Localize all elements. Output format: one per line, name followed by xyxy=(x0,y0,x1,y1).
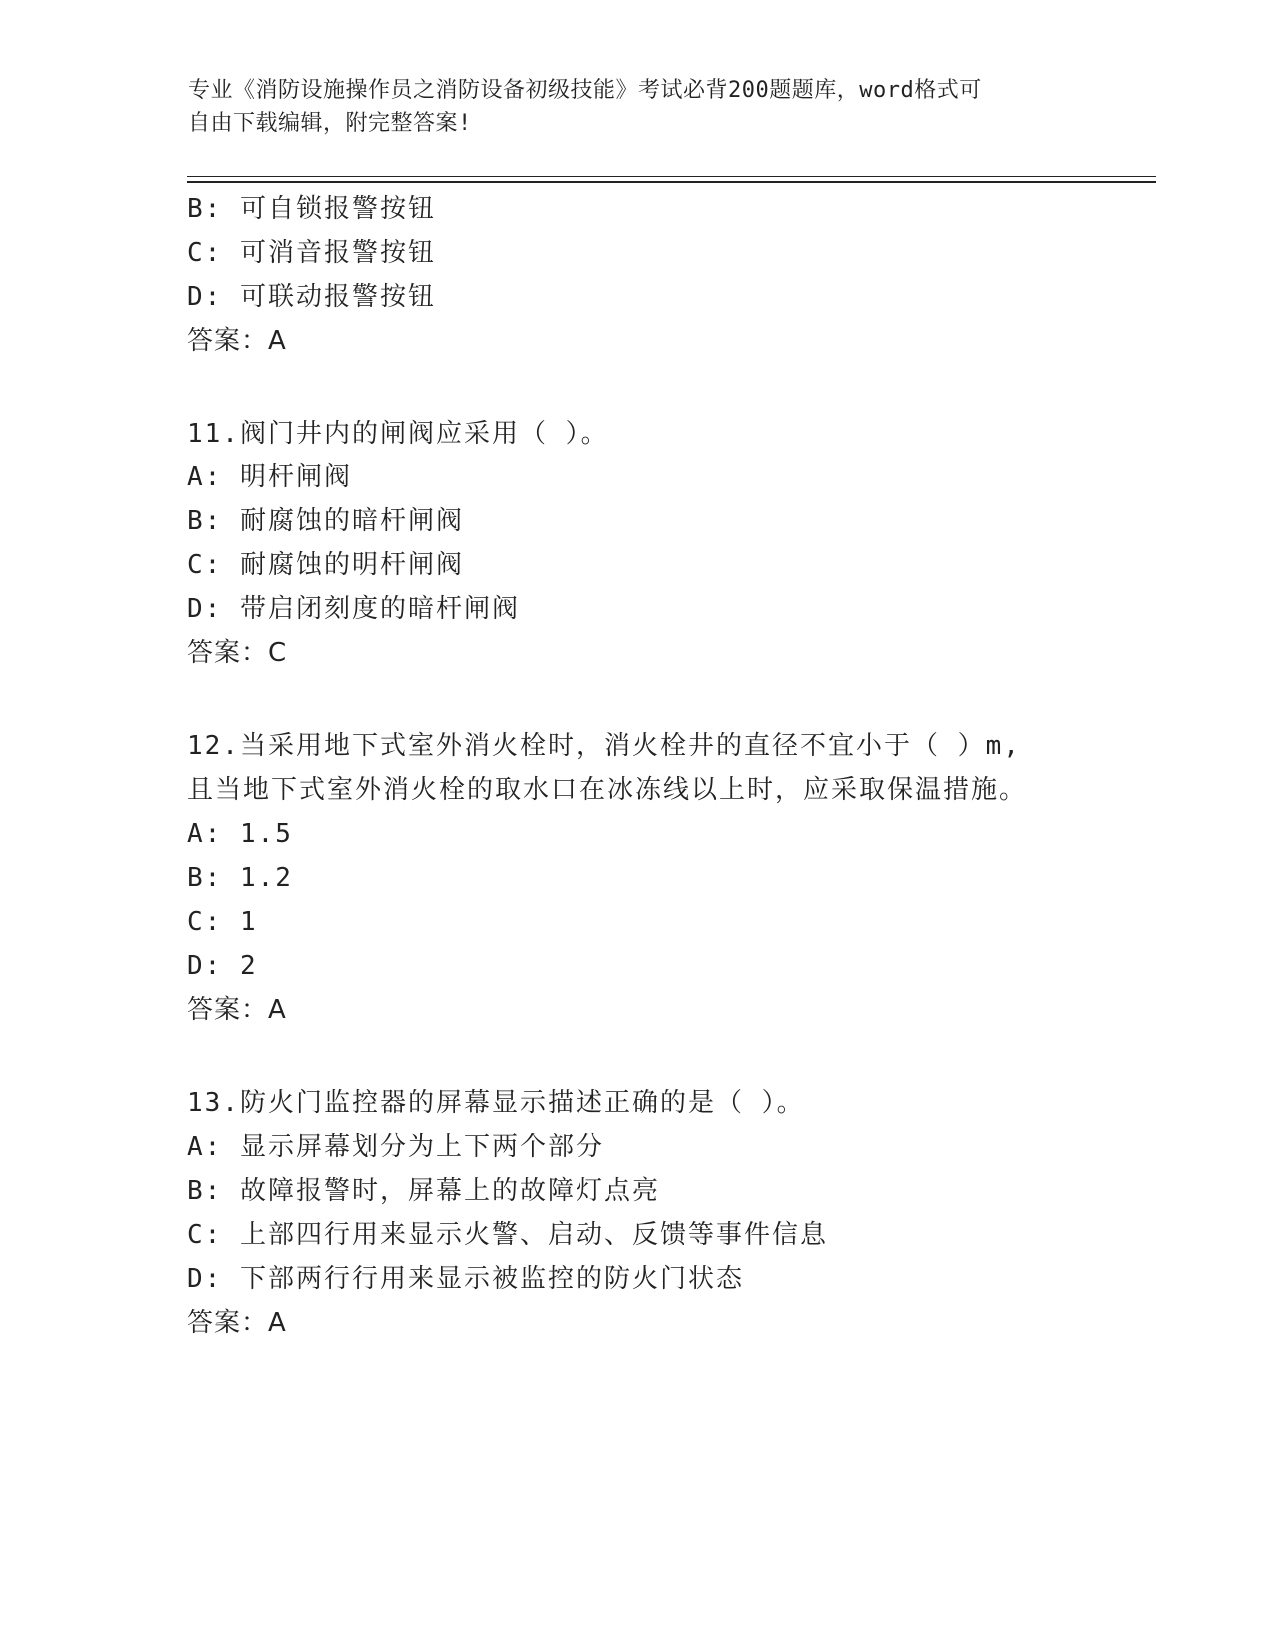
q12-option-b: B: 1.2 xyxy=(187,863,293,893)
q12-option-a: A: 1.5 xyxy=(187,819,293,849)
q11-answer: 答案：C xyxy=(187,638,288,668)
q10-option-c: C: 可消音报警按钮 xyxy=(187,238,436,268)
q13-option-b: B: 故障报警时，屏幕上的故障灯点亮 xyxy=(187,1176,660,1206)
header-line-2: 自由下载编辑，附完整答案! xyxy=(188,111,472,136)
q13-option-c: C: 上部四行用来显示火警、启动、反馈等事件信息 xyxy=(187,1220,828,1250)
q12-option-d: D: 2 xyxy=(187,951,258,981)
q13-option-d: D: 下部两行行用来显示被监控的防火门状态 xyxy=(187,1264,744,1294)
q11-option-a: A: 明杆闸阀 xyxy=(187,462,352,492)
q11-option-c: C: 耐腐蚀的明杆闸阀 xyxy=(187,550,464,580)
q13-option-a: A: 显示屏幕划分为上下两个部分 xyxy=(187,1132,604,1162)
header-rule-thin xyxy=(187,176,1156,177)
q13-answer: 答案：A xyxy=(187,1308,287,1338)
q12-answer: 答案：A xyxy=(187,995,287,1025)
header-line-1: 专业《消防设施操作员之消防设备初级技能》考试必背200题题库，word格式可 xyxy=(188,78,982,103)
q10-answer: 答案：A xyxy=(187,326,287,356)
q11-option-b: B: 耐腐蚀的暗杆闸阀 xyxy=(187,506,464,536)
q11-option-d: D: 带启闭刻度的暗杆闸阀 xyxy=(187,594,520,624)
q12-stem-line-2: 且当地下式室外消火栓的取水口在冰冻线以上时，应采取保温措施。 xyxy=(187,775,1028,805)
q12-option-c: C: 1 xyxy=(187,907,258,937)
q12-stem-line-1: 12.当采用地下式室外消火栓时，消火栓井的直径不宜小于（ ）m, xyxy=(187,731,1021,761)
header-rule-thick xyxy=(187,181,1156,183)
q11-stem: 11.阀门井内的闸阀应采用（ ）。 xyxy=(187,419,609,449)
document-header xyxy=(188,74,1068,140)
q13-stem: 13.防火门监控器的屏幕显示描述正确的是（ ）。 xyxy=(187,1088,805,1118)
q10-option-d: D: 可联动报警按钮 xyxy=(187,282,436,312)
q10-option-b: B: 可自锁报警按钮 xyxy=(187,194,436,224)
